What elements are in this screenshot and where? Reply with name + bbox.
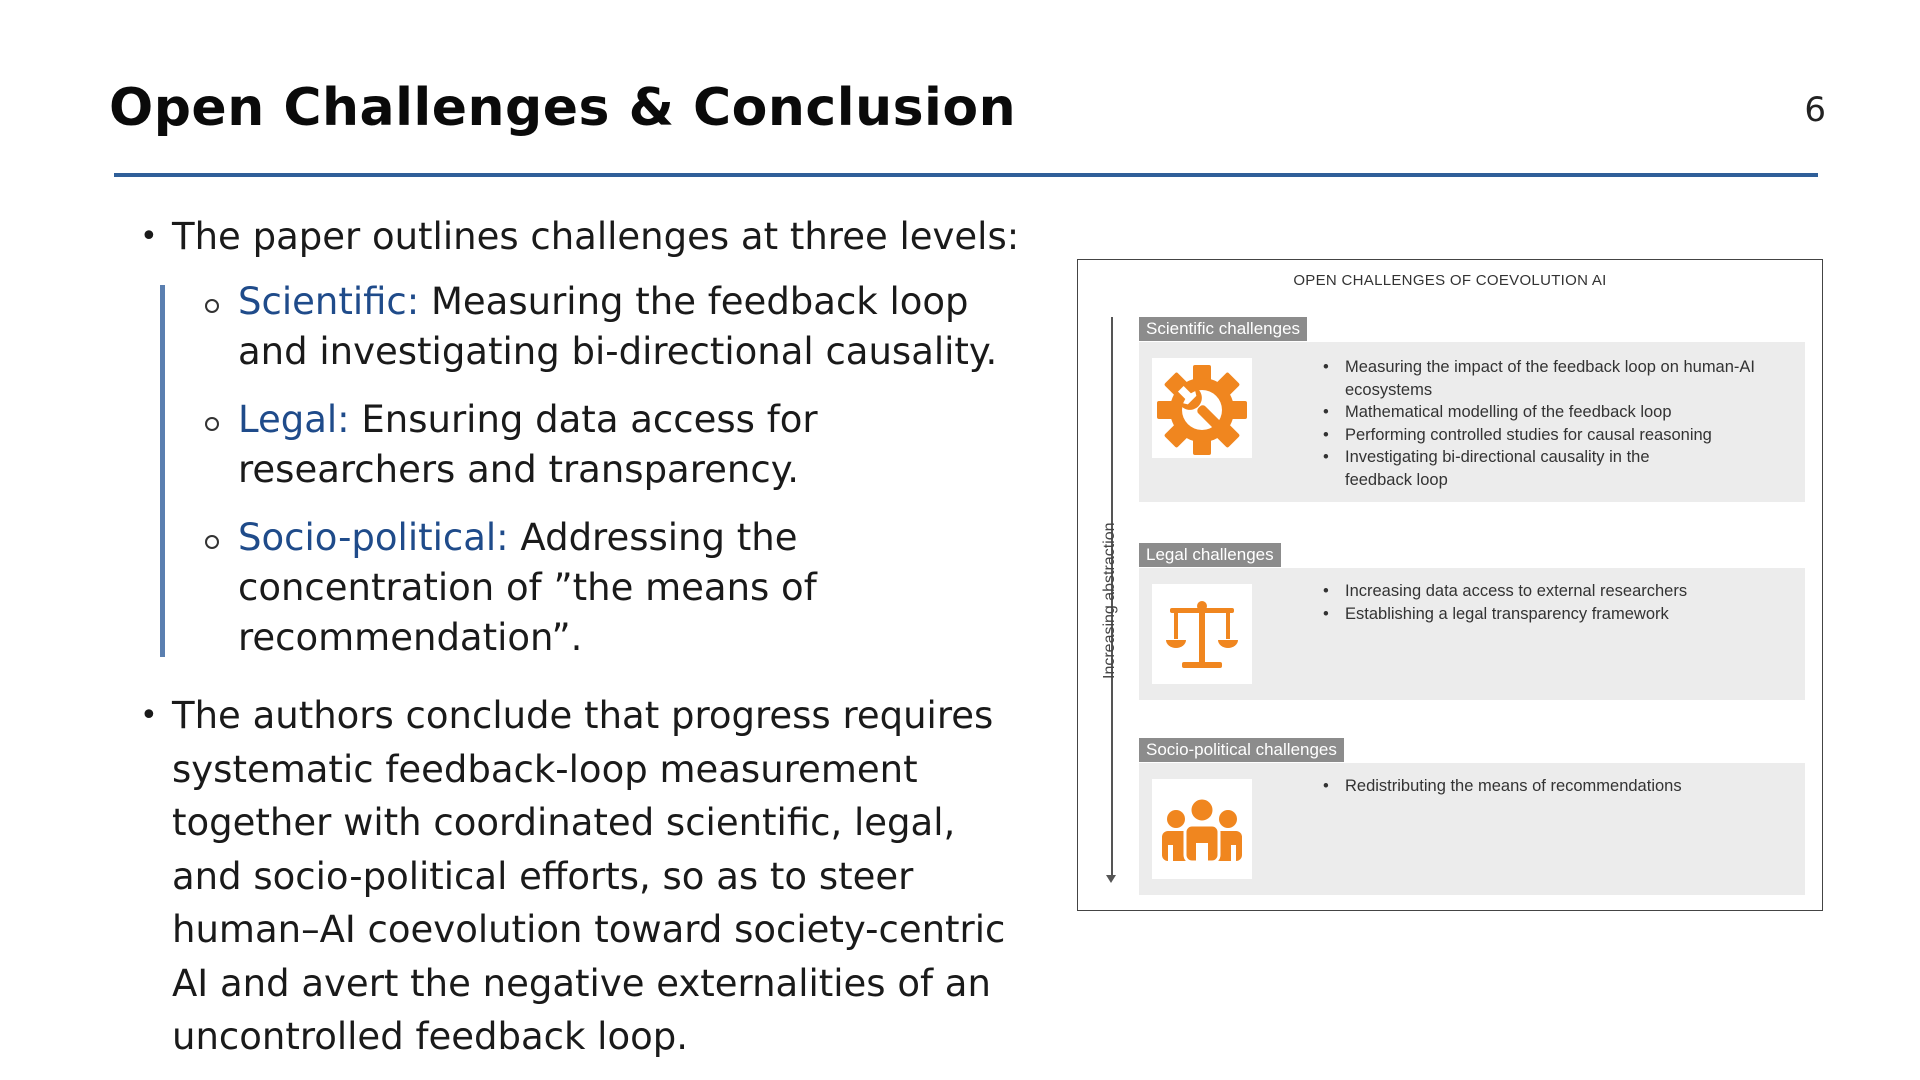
intro-bullet xyxy=(140,210,1030,263)
legal-section xyxy=(1139,568,1805,700)
level-text: Measuring the feedback loop and investigating bi-directional causality. xyxy=(238,280,998,373)
scales-icon xyxy=(1152,584,1252,684)
scientific-section xyxy=(1139,342,1805,502)
list-item: • Redistributing the means of recommendations xyxy=(1319,775,1682,798)
challenges-figure xyxy=(1077,259,1823,911)
level-item-socio-political xyxy=(188,513,1030,663)
intro-text: The paper outlines challenges at three levels: xyxy=(172,215,1020,258)
slide-title: Open Challenges & Conclusion xyxy=(109,78,1017,138)
conclusion-bullet xyxy=(140,689,1030,1064)
level-label: Scientific: xyxy=(238,280,420,323)
list-item: • Increasing data access to external researchers xyxy=(1319,580,1687,603)
level-text: Addressing the concentration of ”the means of recommendation”. xyxy=(238,516,817,659)
socio-political-items xyxy=(1319,775,1682,798)
socio-political-section xyxy=(1139,763,1805,895)
page-number: 6 xyxy=(1804,90,1826,130)
people-group-icon xyxy=(1152,779,1252,879)
title-divider xyxy=(114,173,1818,177)
legal-tag: Legal challenges xyxy=(1139,543,1281,567)
axis-arrow-icon xyxy=(1106,875,1116,883)
conclusion-text: The authors conclude that progress requires systematic feedback-loop measurement together with coordinated scientific, legal, and socio-political efforts, so as to steer human–AI coevolution toward society-centric AI and avert the negative externalities of an uncontrolled feedback loop. xyxy=(172,694,1006,1058)
list-item: • Performing controlled studies for causal reasoning xyxy=(1319,424,1775,447)
level-label: Socio-political: xyxy=(238,516,509,559)
gear-wrench-icon xyxy=(1152,358,1252,458)
level-item-legal xyxy=(188,395,1030,495)
list-item: • Establishing a legal transparency framework xyxy=(1319,603,1687,626)
socio-political-tag: Socio-political challenges xyxy=(1139,738,1344,762)
challenge-levels-list xyxy=(160,277,1030,663)
scientific-tag: Scientific challenges xyxy=(1139,317,1307,341)
list-item: • Measuring the impact of the feedback loop on human-AI ecosystems xyxy=(1319,356,1775,401)
level-label: Legal: xyxy=(238,398,350,441)
quote-bar xyxy=(160,285,165,657)
slide-body xyxy=(140,210,1030,1064)
figure-title: OPEN CHALLENGES OF COEVOLUTION AI xyxy=(1293,272,1607,289)
level-item-scientific xyxy=(188,277,1030,377)
level-text: Ensuring data access for researchers and transparency. xyxy=(238,398,818,491)
legal-items xyxy=(1319,580,1687,625)
list-item: • Investigating bi-directional causality in the feedback loop xyxy=(1319,446,1655,491)
scientific-items xyxy=(1319,356,1775,491)
axis-label: Increasing abstraction xyxy=(1101,522,1118,679)
list-item: • Mathematical modelling of the feedback loop xyxy=(1319,401,1775,424)
